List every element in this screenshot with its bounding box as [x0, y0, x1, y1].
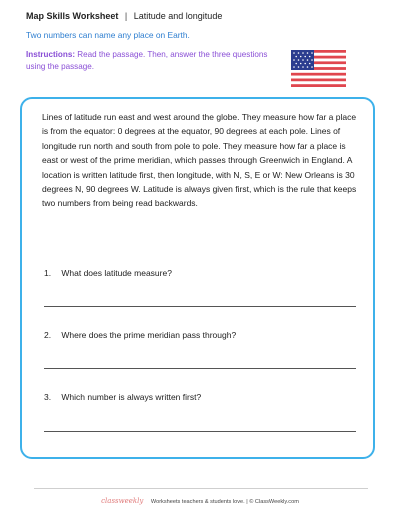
- question-number: 3.: [44, 392, 52, 402]
- instructions-text: Read the passage. Then, answer the three questions using the passage.: [26, 50, 268, 71]
- page-footer: [0, 497, 400, 505]
- answer-line-3[interactable]: [44, 431, 356, 432]
- worksheet-title: Map Skills Worksheet: [26, 11, 119, 21]
- instructions: [26, 49, 288, 72]
- instructions-label: Instructions:: [26, 50, 76, 59]
- worksheet-header: [26, 11, 222, 21]
- question-text: Where does the prime meridian pass through?: [61, 330, 237, 340]
- question-2: [44, 330, 236, 340]
- question-number: 2.: [44, 330, 52, 340]
- worksheet-topic: Latitude and longitude: [133, 11, 223, 21]
- worksheet-subtitle: Two numbers can name any place on Earth.: [26, 30, 190, 40]
- brand-logo: classweekly: [101, 497, 144, 505]
- question-1: [44, 268, 172, 278]
- question-number: 1.: [44, 268, 52, 278]
- us-flag-icon: [291, 50, 346, 87]
- answer-line-1[interactable]: [44, 306, 356, 307]
- question-text: What does latitude measure?: [61, 268, 172, 278]
- footer-text: Worksheets teachers & students love. | © ClassWeekly.com: [150, 499, 299, 505]
- question-text: Which number is always written first?: [61, 392, 202, 402]
- question-3: [44, 392, 201, 402]
- answer-line-2[interactable]: [44, 368, 356, 369]
- header-separator: |: [124, 11, 128, 21]
- footer-divider: [34, 488, 368, 489]
- reading-passage: Lines of latitude run east and west around the globe. They measure how far a place is from the equator: 0 degrees at the equator, 90 degrees at each pole. Lines of longitude run north and south from pole to pole. They measure how far a place is east or west of the prime meridian, which passes through Greenwich in England. A location is written latitude first, then longitude, with N, S, E or W: New Orleans is 30 degrees N, 90 degrees W. Latitude is always given first, which is the rule that keeps two numbers from being read backwards.: [42, 112, 357, 209]
